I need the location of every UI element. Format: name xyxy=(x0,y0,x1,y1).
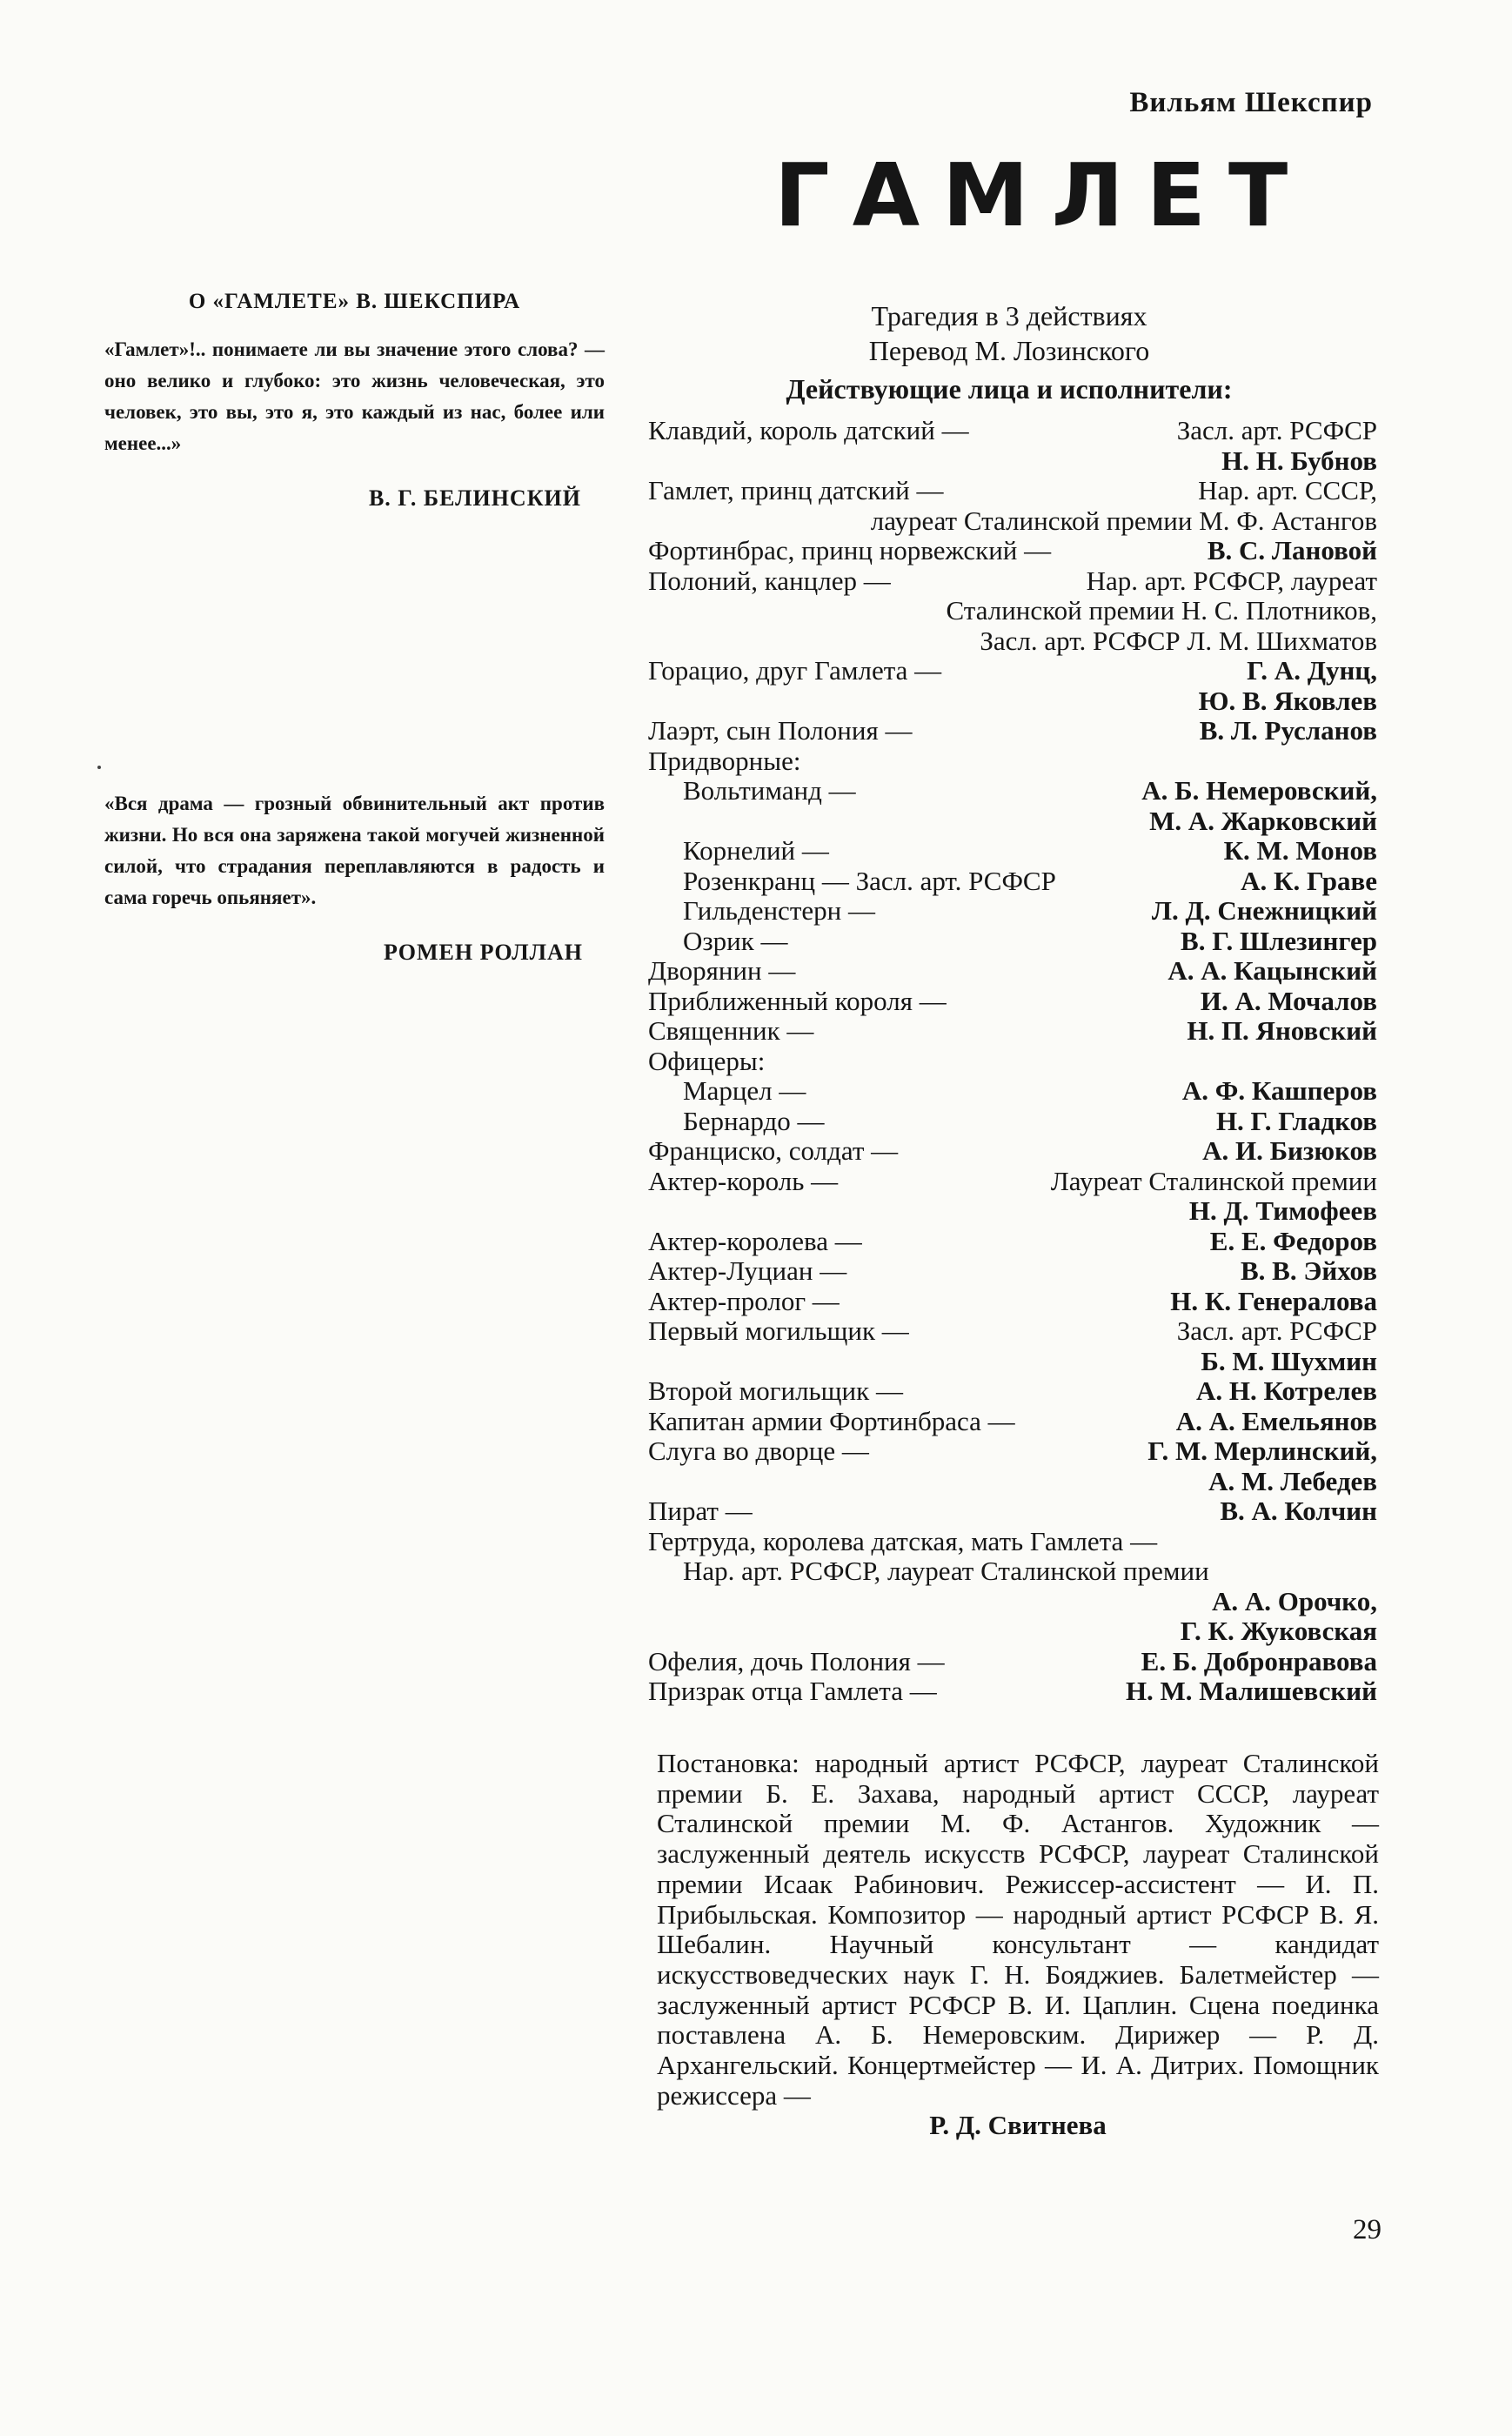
cast-actor: А. И. Бизюков xyxy=(1202,1135,1377,1166)
cast-actor: Засл. арт. РСФСР xyxy=(1176,1315,1377,1346)
cast-row xyxy=(648,956,1377,987)
cast-row xyxy=(648,776,1377,806)
genre-line: Трагедия в 3 действиях xyxy=(871,300,1147,331)
cast-row xyxy=(648,656,1377,686)
cast-role: Лаэрт, сын Полония — xyxy=(648,715,913,746)
credits-last-line: Р. Д. Свитнева xyxy=(929,2110,1107,2141)
cast-row xyxy=(648,1227,1377,1257)
credits-text: Постановка: народный артист РСФСР, лауреат Сталинской премии Б. Е. Захава, народный артист СССР, лауреат Сталинской премии М. Ф. Астангов. Художник — заслуженный деятель искусств РСФСР, лауреат Сталинской премии Исаак Рабинович. Режиссер-ассистент — И. П. Прибыльская. Композитор — народный артист РСФСР В. Я. Шебалин. Научный консультант — кандидат искусствоведческих наук Г. Н. Бояджиев. Балетмейстер — заслуженный артист РСФСР В. И. Цаплин. Сцена поединка поставлена А. Б. Немеровским. Дирижер — Р. Д. Архангельский. Концертмейстер — И. А. Дитрих. Помощник режиссера — xyxy=(657,1748,1379,2111)
cast-role: Офелия, дочь Полония — xyxy=(648,1645,945,1676)
cast-row xyxy=(648,416,1377,446)
cast-role: Слуга во дворце — xyxy=(648,1436,869,1466)
cast-actor: В. А. Колчин xyxy=(1220,1496,1377,1526)
cast-row xyxy=(648,987,1377,1017)
cast-actor: В. С. Лановой xyxy=(1207,535,1377,566)
cast-row xyxy=(648,1016,1377,1047)
cast-actor: А. Н. Котрелев xyxy=(1195,1375,1377,1406)
cast-role: Священник — xyxy=(648,1015,814,1046)
cast-row xyxy=(648,1107,1377,1137)
cast-actor: И. А. Мочалов xyxy=(1200,985,1377,1016)
cast-group: Офицеры: xyxy=(648,1045,766,1076)
cast-actor: Б. М. Шухмин xyxy=(1201,1345,1377,1376)
cast-role: Корнелий — xyxy=(683,835,829,866)
cast-role: Пират — xyxy=(648,1496,753,1526)
cast-role: Актер-Луциан — xyxy=(648,1255,847,1286)
cast-actor: А. Ф. Кашперов xyxy=(1181,1075,1377,1106)
cast-role: Клавдий, король датский — xyxy=(648,415,969,445)
cast-row xyxy=(648,1047,1377,1077)
cast-row xyxy=(648,836,1377,867)
cast-actor: Л. Д. Снежницкий xyxy=(1151,895,1377,926)
cast-row xyxy=(648,626,1377,657)
cast-actor: А. А. Кацынский xyxy=(1167,955,1377,986)
cast-actor: Г. М. Мерлинский, xyxy=(1147,1436,1377,1466)
cast-role: Марцел — xyxy=(683,1075,806,1106)
cast-role: Горацио, друг Гамлета — xyxy=(648,655,942,686)
author-name: Вильям Шекспир xyxy=(1129,87,1373,118)
cast-actor: Нар. арт. РСФСР, лауреат Сталинской премии xyxy=(683,1556,1209,1586)
cast-actor: Н. К. Генералова xyxy=(1170,1285,1377,1316)
cast-actor: Нар. арт. СССР, xyxy=(1198,475,1377,505)
cast-group: Придворные: xyxy=(648,745,801,776)
cast-actor: В. Л. Русланов xyxy=(1199,715,1377,746)
cast-row xyxy=(648,596,1377,626)
cast-row xyxy=(648,1676,1377,1707)
cast-actor: А. А. Емельянов xyxy=(1175,1405,1377,1436)
cast-role: Актер-король — xyxy=(648,1165,839,1196)
cast-actor: Г. А. Дунц, xyxy=(1247,655,1377,686)
print-speck xyxy=(97,766,101,769)
cast-row xyxy=(648,1556,1377,1587)
cast-row xyxy=(648,446,1377,477)
cast-row xyxy=(648,1407,1377,1437)
rolland-signature: РОМЕН РОЛЛАН xyxy=(384,940,583,965)
cast-heading: Действующие лица и исполнители: xyxy=(786,373,1233,405)
cast-role: Гильденстерн — xyxy=(683,895,875,926)
cast-row xyxy=(648,1287,1377,1317)
cast-row xyxy=(648,1347,1377,1377)
belinsky-quote: «Гамлет»!.. понимаете ли вы значение этого слова? — оно велико и глубоко: это жизнь человеческая, это человек, это вы, это я, это каждый из нас, более или менее...» xyxy=(104,338,605,454)
cast-role: Бернардо — xyxy=(683,1105,825,1136)
cast-row xyxy=(648,1316,1377,1347)
cast-list xyxy=(648,416,1377,1707)
cast-actor: Ю. В. Яковлев xyxy=(1198,685,1377,716)
cast-actor: Засл. арт. РСФСР Л. М. Шихматов xyxy=(980,625,1377,656)
cast-actor: Нар. арт. РСФСР, лауреат xyxy=(1086,565,1377,596)
cast-role: Розенкранц — Засл. арт. РСФСР xyxy=(683,865,1056,896)
cast-actor: Н. М. Малишевский xyxy=(1125,1676,1377,1706)
cast-row xyxy=(648,1436,1377,1467)
rolland-quote: «Вся драма — грозный обвинительный акт против жизни. Но вся она заряжена такой могучей жизненной силой, что страдания переплавляются в радость и сама горечь опьяняет». xyxy=(104,793,605,908)
cast-row xyxy=(648,1527,1377,1557)
cast-actor: М. А. Жарковский xyxy=(1149,805,1377,836)
cast-row xyxy=(648,806,1377,837)
cast-actor: Н. Д. Тимофеев xyxy=(1188,1195,1377,1226)
cast-row xyxy=(648,1647,1377,1677)
cast-row xyxy=(648,867,1377,897)
essay-title: О «ГАМЛЕТЕ» В. ШЕКСПИРА xyxy=(188,290,521,313)
cast-row xyxy=(648,716,1377,746)
cast-actor: Е. Е. Федоров xyxy=(1209,1225,1377,1256)
cast-actor: Н. Г. Гладков xyxy=(1215,1105,1377,1136)
cast-actor: В. Г. Шлезингер xyxy=(1181,925,1377,956)
cast-actor: Е. Б. Добронравова xyxy=(1141,1645,1377,1676)
cast-row xyxy=(648,1616,1377,1647)
cast-row xyxy=(648,1467,1377,1497)
cast-actor: В. В. Эйхов xyxy=(1240,1255,1377,1286)
cast-actor: А. Б. Немеровский, xyxy=(1141,775,1377,806)
belinsky-signature: В. Г. БЕЛИНСКИЙ xyxy=(368,485,581,511)
cast-actor: А. К. Граве xyxy=(1241,865,1377,896)
cast-row xyxy=(648,1496,1377,1527)
cast-role: Второй могильщик — xyxy=(648,1375,903,1406)
cast-role: Актер-пролог — xyxy=(648,1285,840,1316)
cast-row xyxy=(648,1376,1377,1407)
cast-row xyxy=(648,746,1377,777)
cast-row xyxy=(648,927,1377,957)
cast-role: Франциско, солдат — xyxy=(648,1135,899,1166)
cast-role: Приближенный короля — xyxy=(648,985,947,1016)
cast-row xyxy=(648,1256,1377,1287)
page-number: 29 xyxy=(1353,2214,1382,2245)
cast-row xyxy=(648,686,1377,717)
cast-row xyxy=(648,476,1377,506)
cast-row xyxy=(648,1167,1377,1197)
cast-role: Полоний, канцлер — xyxy=(648,565,891,596)
cast-actor: Н. П. Яновский xyxy=(1187,1015,1377,1046)
cast-actor: Засл. арт. РСФСР xyxy=(1176,415,1377,445)
production-credits xyxy=(657,1749,1379,2141)
cast-row xyxy=(648,1076,1377,1107)
cast-actor: Лауреат Сталинской премии xyxy=(1050,1165,1377,1196)
cast-role: Актер-королева — xyxy=(648,1225,862,1256)
cast-actor: К. М. Монов xyxy=(1223,835,1377,866)
cast-role: Озрик — xyxy=(683,925,788,956)
cast-row xyxy=(648,506,1377,537)
cast-row xyxy=(648,896,1377,927)
cast-actor: Г. К. Жуковская xyxy=(1180,1616,1377,1646)
cast-role: Первый могильщик — xyxy=(648,1315,909,1346)
cast-role: Вольтиманд — xyxy=(683,775,856,806)
cast-role: Гамлет, принц датский — xyxy=(648,475,944,505)
cast-actor: А. М. Лебедев xyxy=(1208,1465,1377,1496)
cast-role: Гертруда, королева датская, мать Гамлета — xyxy=(648,1525,1158,1556)
cast-row xyxy=(648,1196,1377,1227)
cast-actor: А. А. Орочко, xyxy=(1211,1585,1377,1616)
cast-role: Фортинбрас, принц норвежский — xyxy=(648,535,1052,566)
cast-actor: лауреат Сталинской премии М. Ф. Астангов xyxy=(870,505,1377,536)
cast-role: Призрак отца Гамлета — xyxy=(648,1676,937,1706)
cast-row xyxy=(648,536,1377,566)
cast-role: Дворянин — xyxy=(648,955,796,986)
cast-role: Капитан армии Фортинбраса — xyxy=(648,1405,1015,1436)
cast-row xyxy=(648,1136,1377,1167)
cast-actor: Н. Н. Бубнов xyxy=(1221,445,1377,476)
cast-actor: Сталинской премии Н. С. Плотников, xyxy=(946,595,1377,626)
translation-line: Перевод М. Лозинского xyxy=(868,335,1150,366)
cast-row xyxy=(648,1587,1377,1617)
play-title: ГАМЛЕТ xyxy=(774,144,1311,246)
cast-row xyxy=(648,566,1377,597)
